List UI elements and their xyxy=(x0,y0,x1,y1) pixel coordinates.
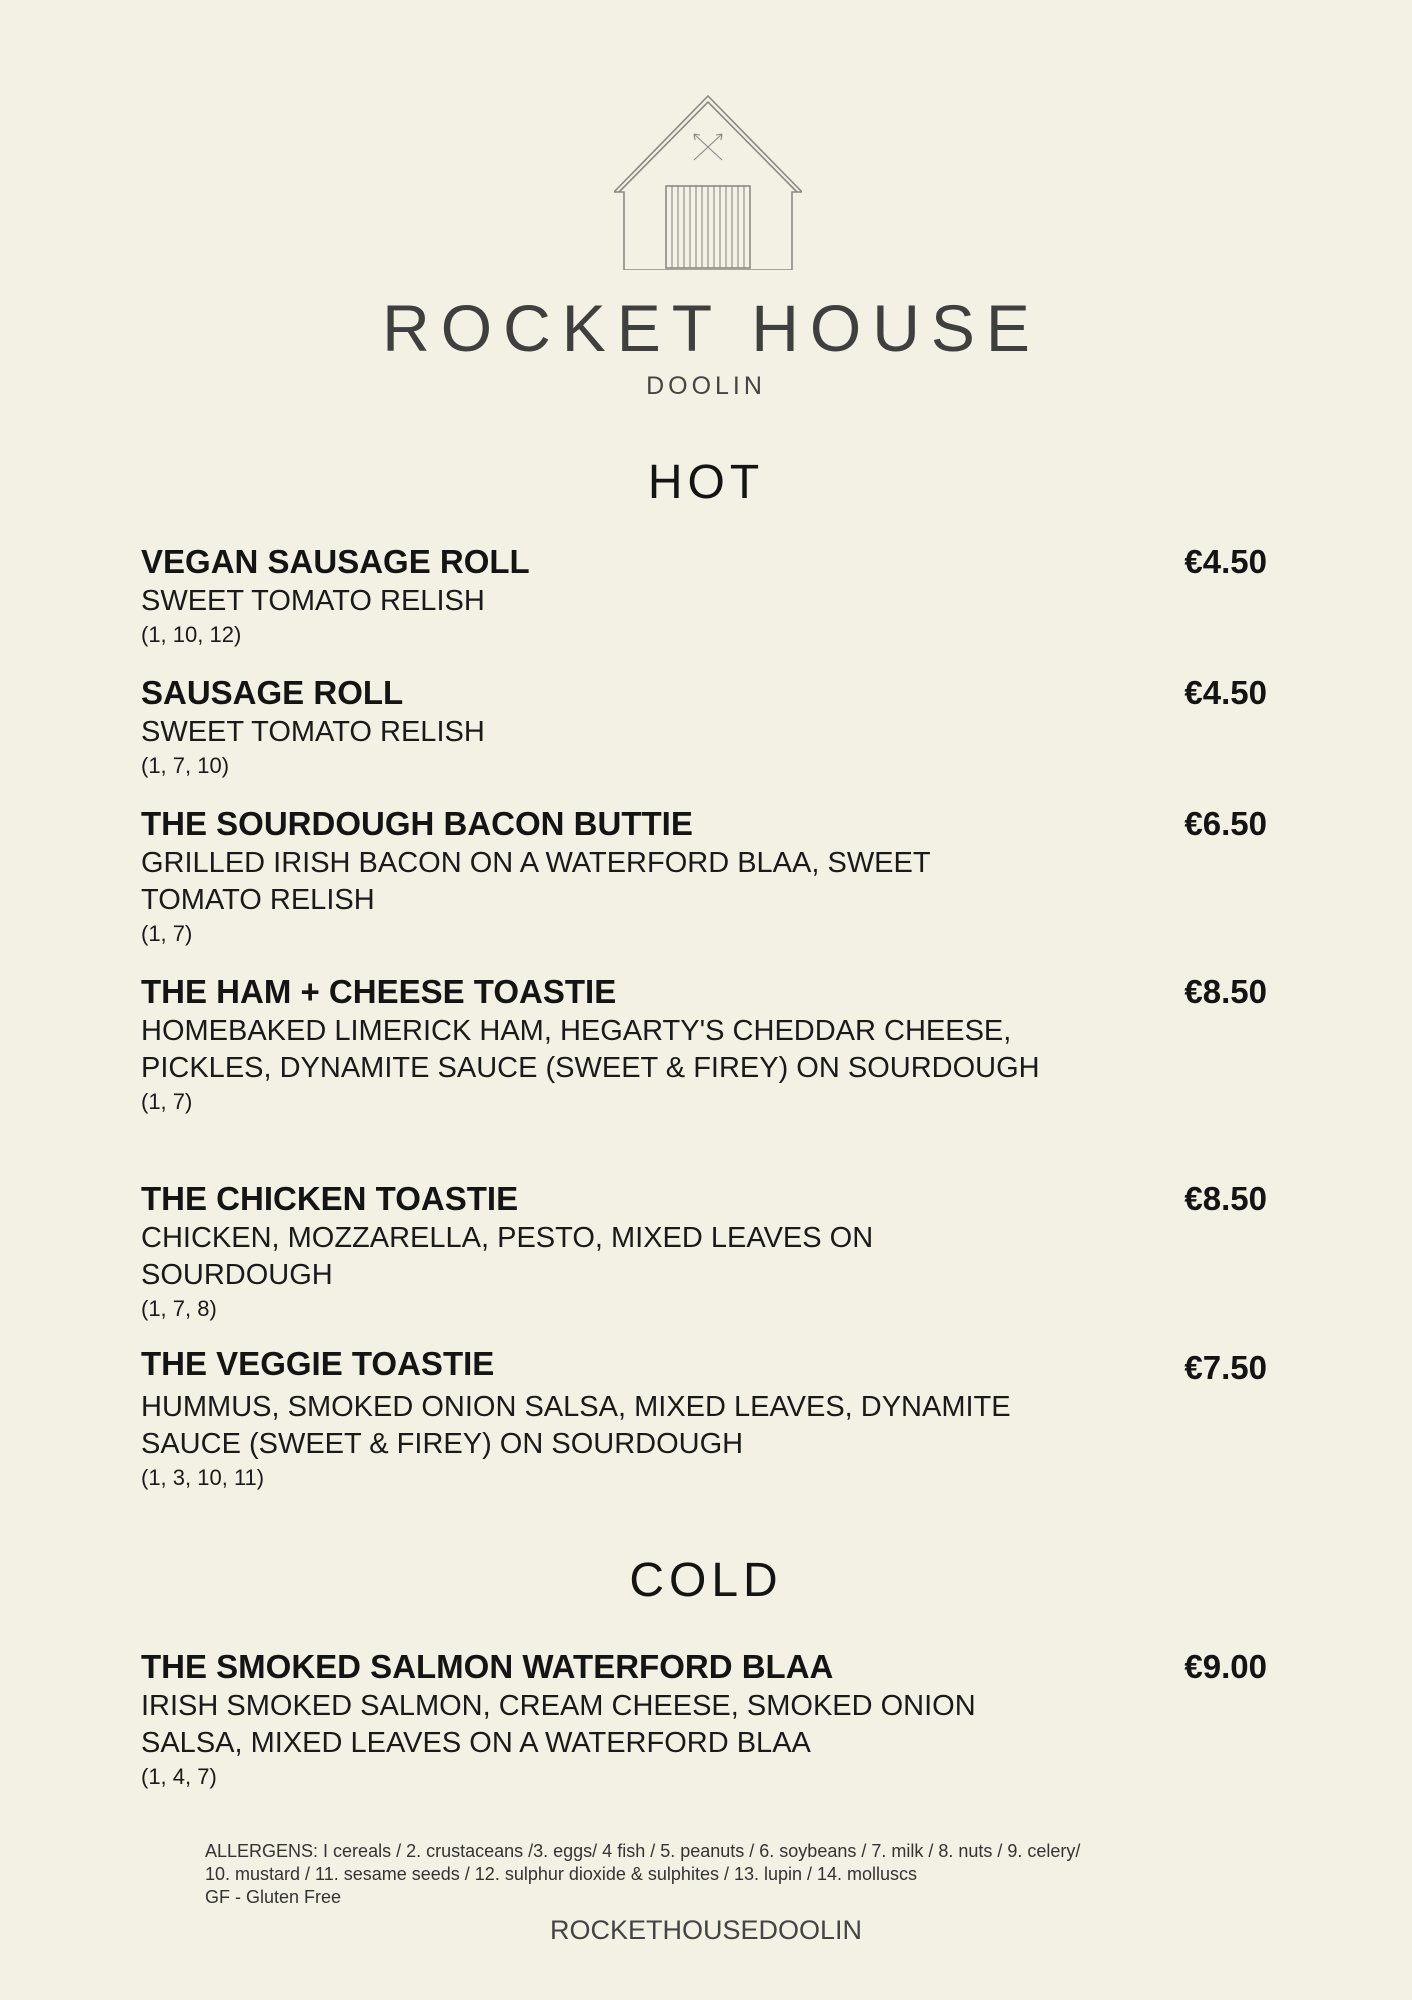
item-price: €4.50 xyxy=(1184,543,1267,580)
menu-item xyxy=(141,541,1267,650)
item-price: €6.50 xyxy=(1184,805,1267,842)
item-name: VEGAN SAUSAGE ROLL xyxy=(141,543,530,580)
item-name: THE SOURDOUGH BACON BUTTIE xyxy=(141,805,693,842)
social-handle: ROCKETHOUSEDOOLIN xyxy=(549,1915,863,1945)
item-allergens: (1, 7) xyxy=(141,1089,193,1114)
item-description: HUMMUS, SMOKED ONION SALSA, MIXED LEAVES, DYNAMITE SAUCE (SWEET & FIREY) ON SOURDOUGH xyxy=(141,1391,1011,1460)
item-allergens: (1, 7) xyxy=(141,921,193,946)
item-allergens: (1, 4, 7) xyxy=(141,1764,217,1789)
brand-name: ROCKET HOUSE xyxy=(382,291,1041,365)
menu-item xyxy=(141,672,1267,781)
gluten-free-note: GF - Gluten Free xyxy=(205,1887,342,1907)
allergen-legend-line: 10. mustard / 11. sesame seeds / 12. sulphur dioxide & sulphites / 13. lupin / 14. molluscs xyxy=(205,1864,918,1884)
allergen-legend-line: ALLERGENS: I cereals / 2. crustaceans /3. eggs/ 4 fish / 5. peanuts / 6. soybeans / 7. milk / 8. nuts / 9. celery/ xyxy=(205,1841,1081,1861)
item-description: SWEET TOMATO RELISH xyxy=(141,585,485,617)
item-description: GRILLED IRISH BACON ON A WATERFORD BLAA, SWEET TOMATO RELISH xyxy=(141,847,931,916)
item-name: THE CHICKEN TOASTIE xyxy=(141,1180,519,1217)
menu-item xyxy=(141,1178,1267,1324)
item-price: €4.50 xyxy=(1184,674,1267,711)
brand-location: DOOLIN xyxy=(646,372,766,400)
item-description: SWEET TOMATO RELISH xyxy=(141,716,485,748)
item-allergens: (1, 7, 8) xyxy=(141,1296,217,1321)
item-allergens: (1, 3, 10, 11) xyxy=(141,1465,265,1490)
item-name: THE VEGGIE TOASTIE xyxy=(141,1345,495,1382)
item-name: SAUSAGE ROLL xyxy=(141,674,404,711)
item-price: €9.00 xyxy=(1184,1648,1267,1685)
menu-item xyxy=(141,803,1267,949)
item-description: IRISH SMOKED SALMON, CREAM CHEESE, SMOKED ONION SALSA, MIXED LEAVES ON A WATERFORD BLAA xyxy=(141,1690,976,1759)
rocket-house-logo xyxy=(614,94,802,270)
menu-item xyxy=(141,1343,1267,1493)
item-description: CHICKEN, MOZZARELLA, PESTO, MIXED LEAVES ON SOURDOUGH xyxy=(141,1222,874,1291)
item-name: THE SMOKED SALMON WATERFORD BLAA xyxy=(141,1648,834,1685)
item-price: €8.50 xyxy=(1184,1180,1267,1217)
item-allergens: (1, 10, 12) xyxy=(141,622,242,647)
section-title-cold: COLD xyxy=(629,1554,783,1607)
item-description: HOMEBAKED LIMERICK HAM, HEGARTY'S CHEDDAR CHEESE, PICKLES, DYNAMITE SAUCE (SWEET & FIREY) ON SOURDOUGH xyxy=(141,1015,1040,1084)
item-price: €8.50 xyxy=(1184,973,1267,1010)
item-price: €7.50 xyxy=(1184,1349,1267,1386)
menu-item xyxy=(141,1646,1267,1792)
allergen-legend xyxy=(205,1840,1205,1909)
section-title-hot: HOT xyxy=(647,456,765,509)
menu-item xyxy=(141,971,1267,1117)
item-allergens: (1, 7, 10) xyxy=(141,753,230,778)
item-name: THE HAM + CHEESE TOASTIE xyxy=(141,973,617,1010)
